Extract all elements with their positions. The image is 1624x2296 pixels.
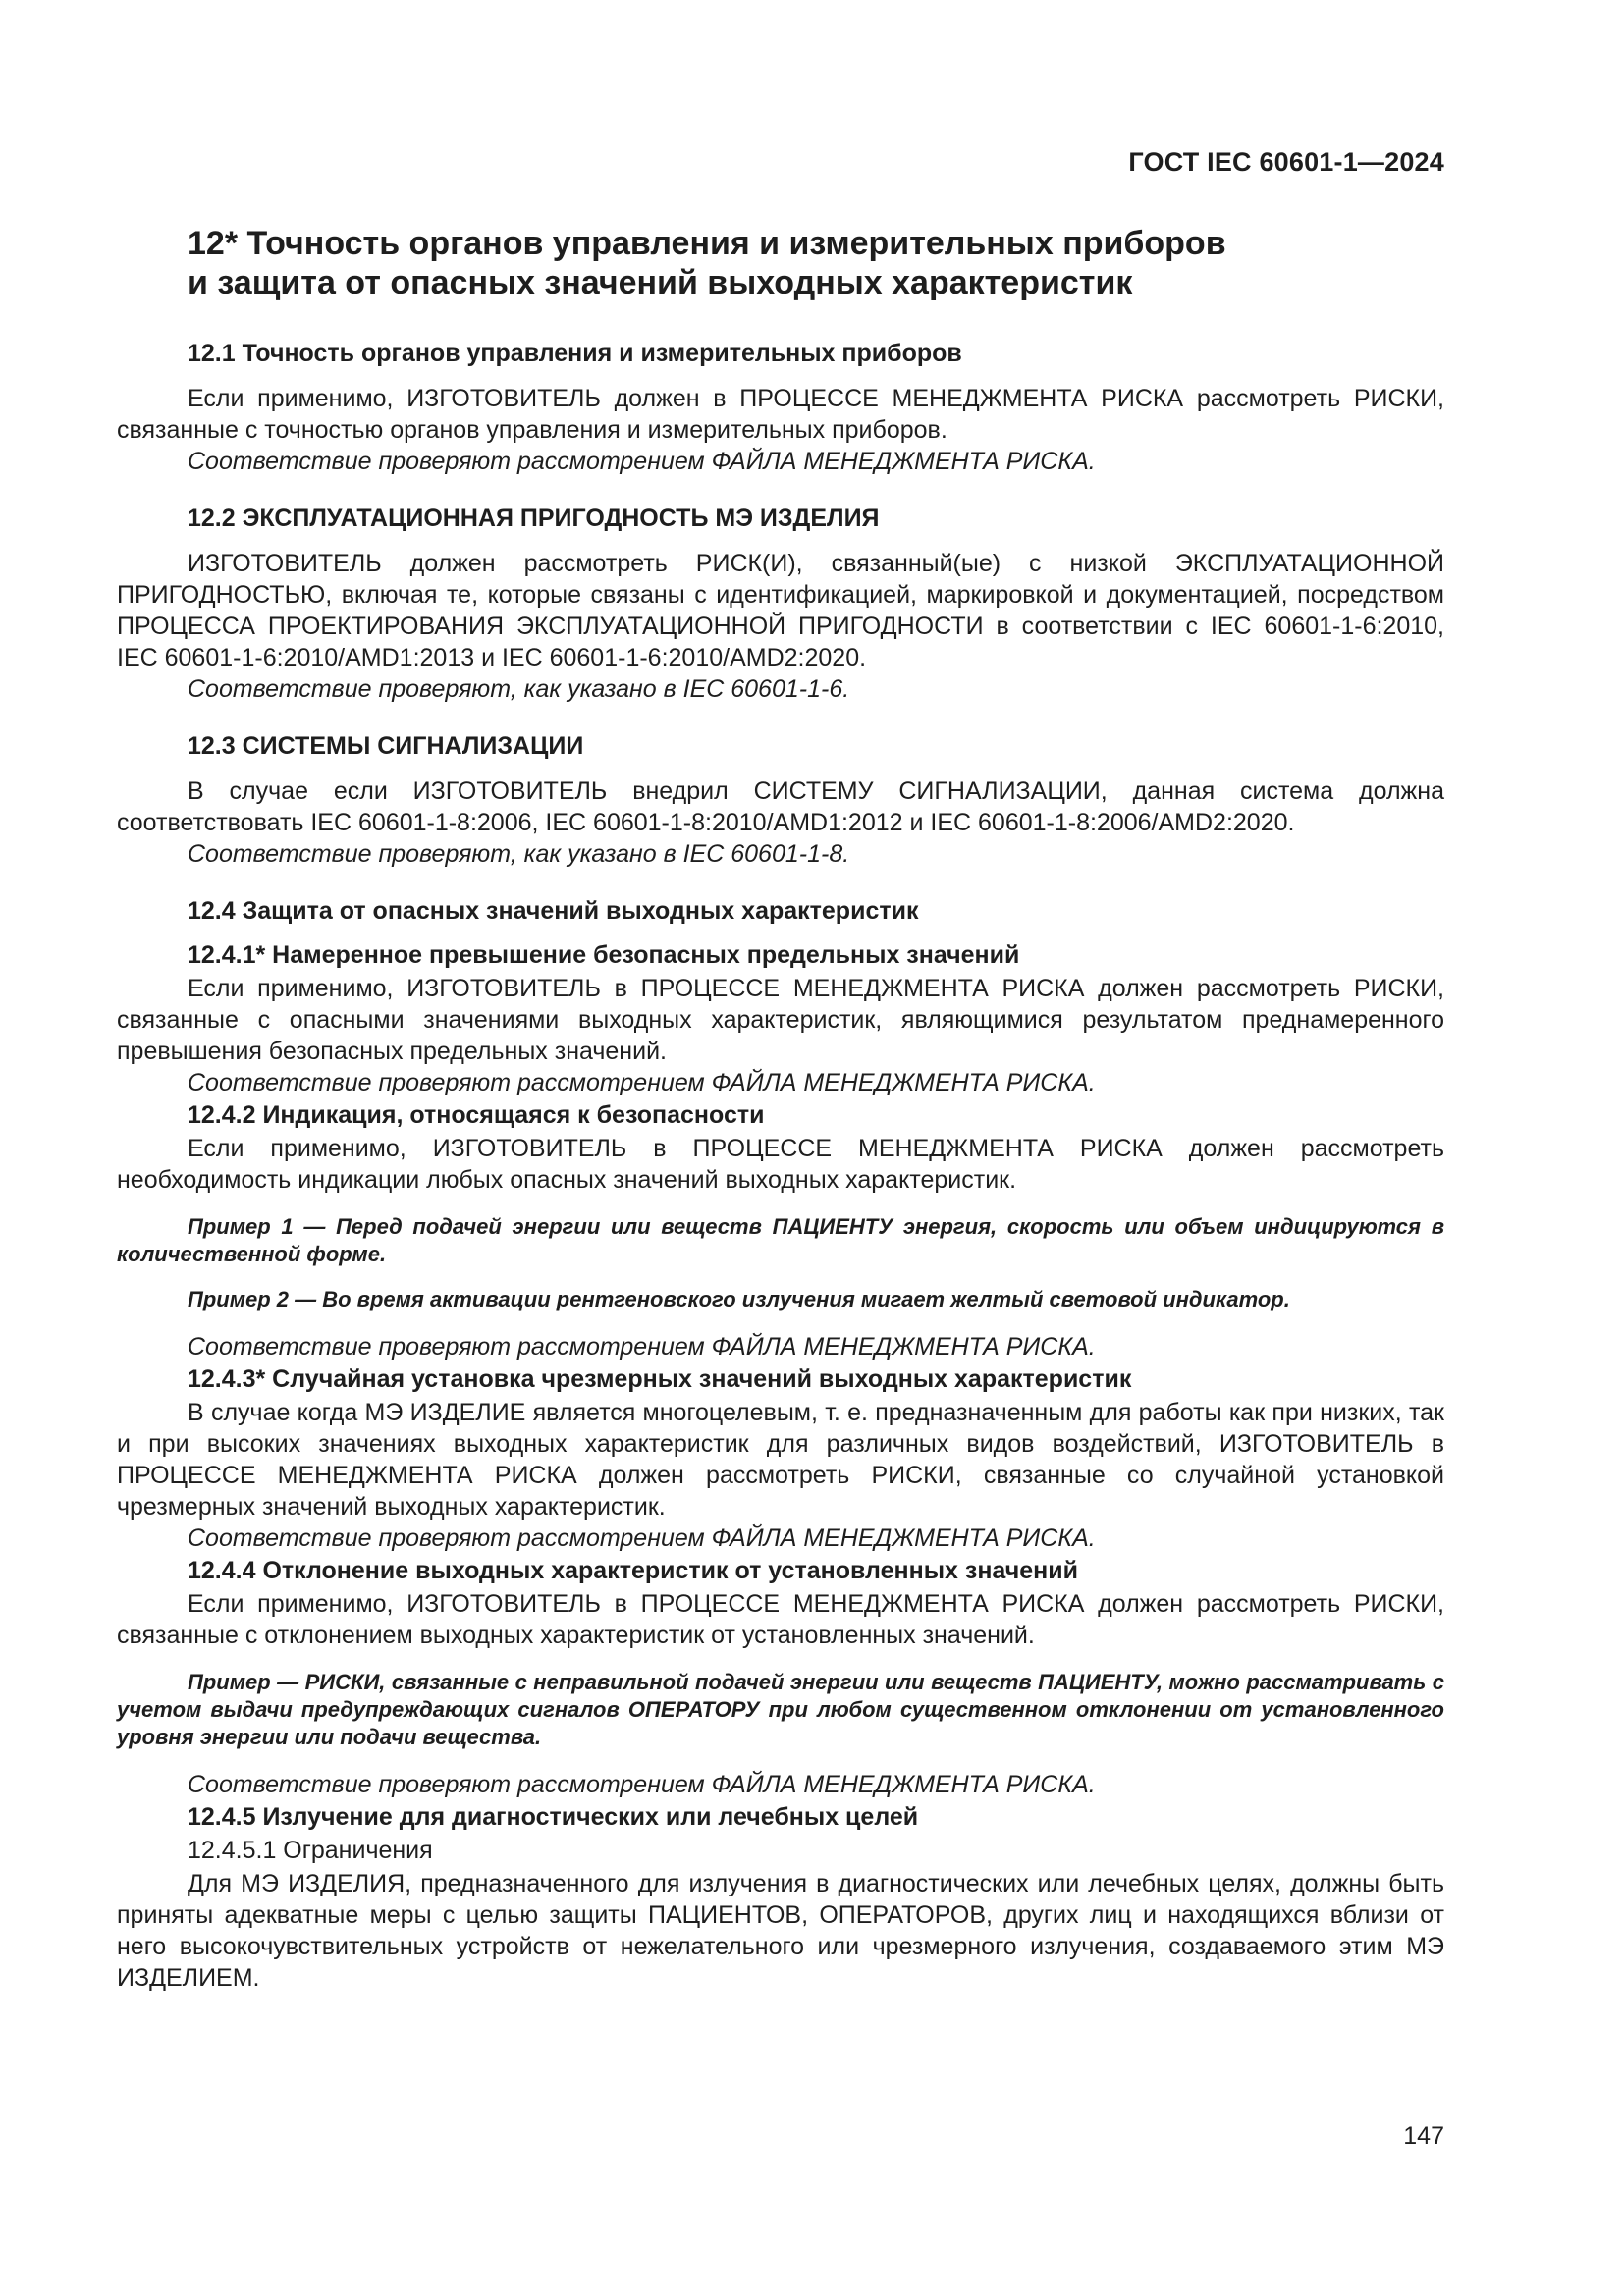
compliance-12-2: Соответствие проверяют, как указано в IEC 60601-1-6. [188,675,850,703]
heading-12-3: 12.3 СИСТЕМЫ СИГНАЛИЗАЦИИ [188,732,584,760]
standard-code: ГОСТ IEC 60601-1—2024 [1128,147,1444,177]
heading-12-4-3: 12.4.3* Случайная установка чрезмерных значений выходных характеристик [188,1365,1132,1393]
paragraph-12-4-2: Если применимо, ИЗГОТОВИТЕЛЬ в ПРОЦЕССЕ МЕНЕДЖМЕНТА РИСКА должен рассмотреть необходимость индикации любых опасных значений выходных характеристик. [117,1135,1444,1194]
page-number: 147 [1403,2122,1444,2150]
compliance-12-3: Соответствие проверяют, как указано в IEC 60601-1-8. [188,840,850,868]
section-title-line-1: 12* Точность органов управления и измерительных приборов [188,225,1226,262]
example-1-12-4-2: Пример 1 — Перед подачей энергии или веществ ПАЦИЕНТУ энергия, скорость или объем индицируются в количественной форме. [117,1214,1444,1266]
heading-12-4: 12.4 Защита от опасных значений выходных характеристик [188,897,919,925]
heading-12-4-1: 12.4.1* Намеренное превышение безопасных предельных значений [188,941,1020,969]
example-12-4-4: Пример — РИСКИ, связанные с неправильной подачей энергии или веществ ПАЦИЕНТУ, можно рассматривать с учетом выдачи предупреждающих сигналов ОПЕРАТОРУ при любом существенном отклонении от установленного уровня энергии или подачи вещества. [117,1670,1444,1749]
paragraph-12-4-5-1: Для МЭ ИЗДЕЛИЯ, предназначенного для излучения в диагностических или лечебных целях, должны быть приняты адекватные меры с целью защиты ПАЦИЕНТОВ, ОПЕРАТОРОВ, других лиц и находящихся вблизи от него высокочувствительных устройств от нежелательного или чрезмерного излучения, создаваемого этим МЭ ИЗДЕЛИЕМ. [117,1870,1444,1992]
heading-12-2: 12.2 ЭКСПЛУАТАЦИОННАЯ ПРИГОДНОСТЬ МЭ ИЗДЕЛИЯ [188,505,880,532]
paragraph-12-4-1: Если применимо, ИЗГОТОВИТЕЛЬ в ПРОЦЕССЕ МЕНЕДЖМЕНТА РИСКА должен рассмотреть РИСКИ, связанные с опасными значениями выходных характеристик, являющимися результатом преднамеренного превышения безопасных предельных значений. [117,975,1444,1065]
heading-12-4-2: 12.4.2 Индикация, относящаяся к безопасности [188,1101,765,1129]
heading-12-4-5: 12.4.5 Излучение для диагностических или лечебных целей [188,1803,919,1831]
section-title [188,224,1444,302]
compliance-12-1: Соответствие проверяют рассмотрением ФАЙЛА МЕНЕДЖМЕНТА РИСКА. [188,448,1096,475]
heading-12-4-4: 12.4.4 Отклонение выходных характеристик от установленных значений [188,1557,1078,1584]
heading-12-1: 12.1 Точность органов управления и измерительных приборов [188,340,962,367]
compliance-12-4-3: Соответствие проверяют рассмотрением ФАЙЛА МЕНЕДЖМЕНТА РИСКА. [188,1524,1096,1552]
paragraph-12-1: Если применимо, ИЗГОТОВИТЕЛЬ должен в ПРОЦЕССЕ МЕНЕДЖМЕНТА РИСКА рассмотреть РИСКИ, связанные с точностью органов управления и измерительных приборов. [117,385,1444,444]
heading-12-4-5-1: 12.4.5.1 Ограничения [188,1837,433,1864]
page-content [117,224,1444,1994]
compliance-12-4-4: Соответствие проверяют рассмотрением ФАЙЛА МЕНЕДЖМЕНТА РИСКА. [188,1771,1096,1798]
compliance-12-4-1: Соответствие проверяют рассмотрением ФАЙЛА МЕНЕДЖМЕНТА РИСКА. [188,1069,1096,1096]
paragraph-12-4-3: В случае когда МЭ ИЗДЕЛИЕ является многоцелевым, т. е. предназначенным для работы как при низких, так и при высоких значениях выходных характеристик для различных видов воздействий, ИЗГОТОВИТЕЛЬ в ПРОЦЕССЕ МЕНЕДЖМЕНТА РИСКА должен рассмотреть РИСКИ, связанные со случайной установкой чрезмерных значений выходных характеристик. [117,1399,1444,1521]
paragraph-12-2: ИЗГОТОВИТЕЛЬ должен рассмотреть РИСК(И), связанный(ые) с низкой ЭКСПЛУАТАЦИОННОЙ ПРИГОДНОСТЬЮ, включая те, которые связаны с идентификацией, маркировкой и документацией, посредством ПРОЦЕССА ПРОЕКТИРОВАНИЯ ЭКСПЛУАТАЦИОННОЙ ПРИГОДНОСТИ в соответствии с IEC 60601-1-6:2010, IEC 60601-1-6:2010/AMD1:2013 и IEC 60601-1-6:2010/AMD2:2020. [117,550,1444,671]
compliance-12-4-2: Соответствие проверяют рассмотрением ФАЙЛА МЕНЕДЖМЕНТА РИСКА. [188,1333,1096,1361]
paragraph-12-3: В случае если ИЗГОТОВИТЕЛЬ внедрил СИСТЕМУ СИГНАЛИЗАЦИИ, данная система должна соответствовать IEC 60601-1-8:2006, IEC 60601-1-8:2010/AMD1:2012 и IEC 60601-1-8:2006/AMD2:2020. [117,777,1444,836]
example-2-12-4-2: Пример 2 — Во время активации рентгеновского излучения мигает желтый световой индикатор. [188,1287,1290,1311]
paragraph-12-4-4: Если применимо, ИЗГОТОВИТЕЛЬ в ПРОЦЕССЕ МЕНЕДЖМЕНТА РИСКА должен рассмотреть РИСКИ, связанные с отклонением выходных характеристик от установленных значений. [117,1590,1444,1649]
section-title-line-2: и защита от опасных значений выходных характеристик [188,264,1133,301]
